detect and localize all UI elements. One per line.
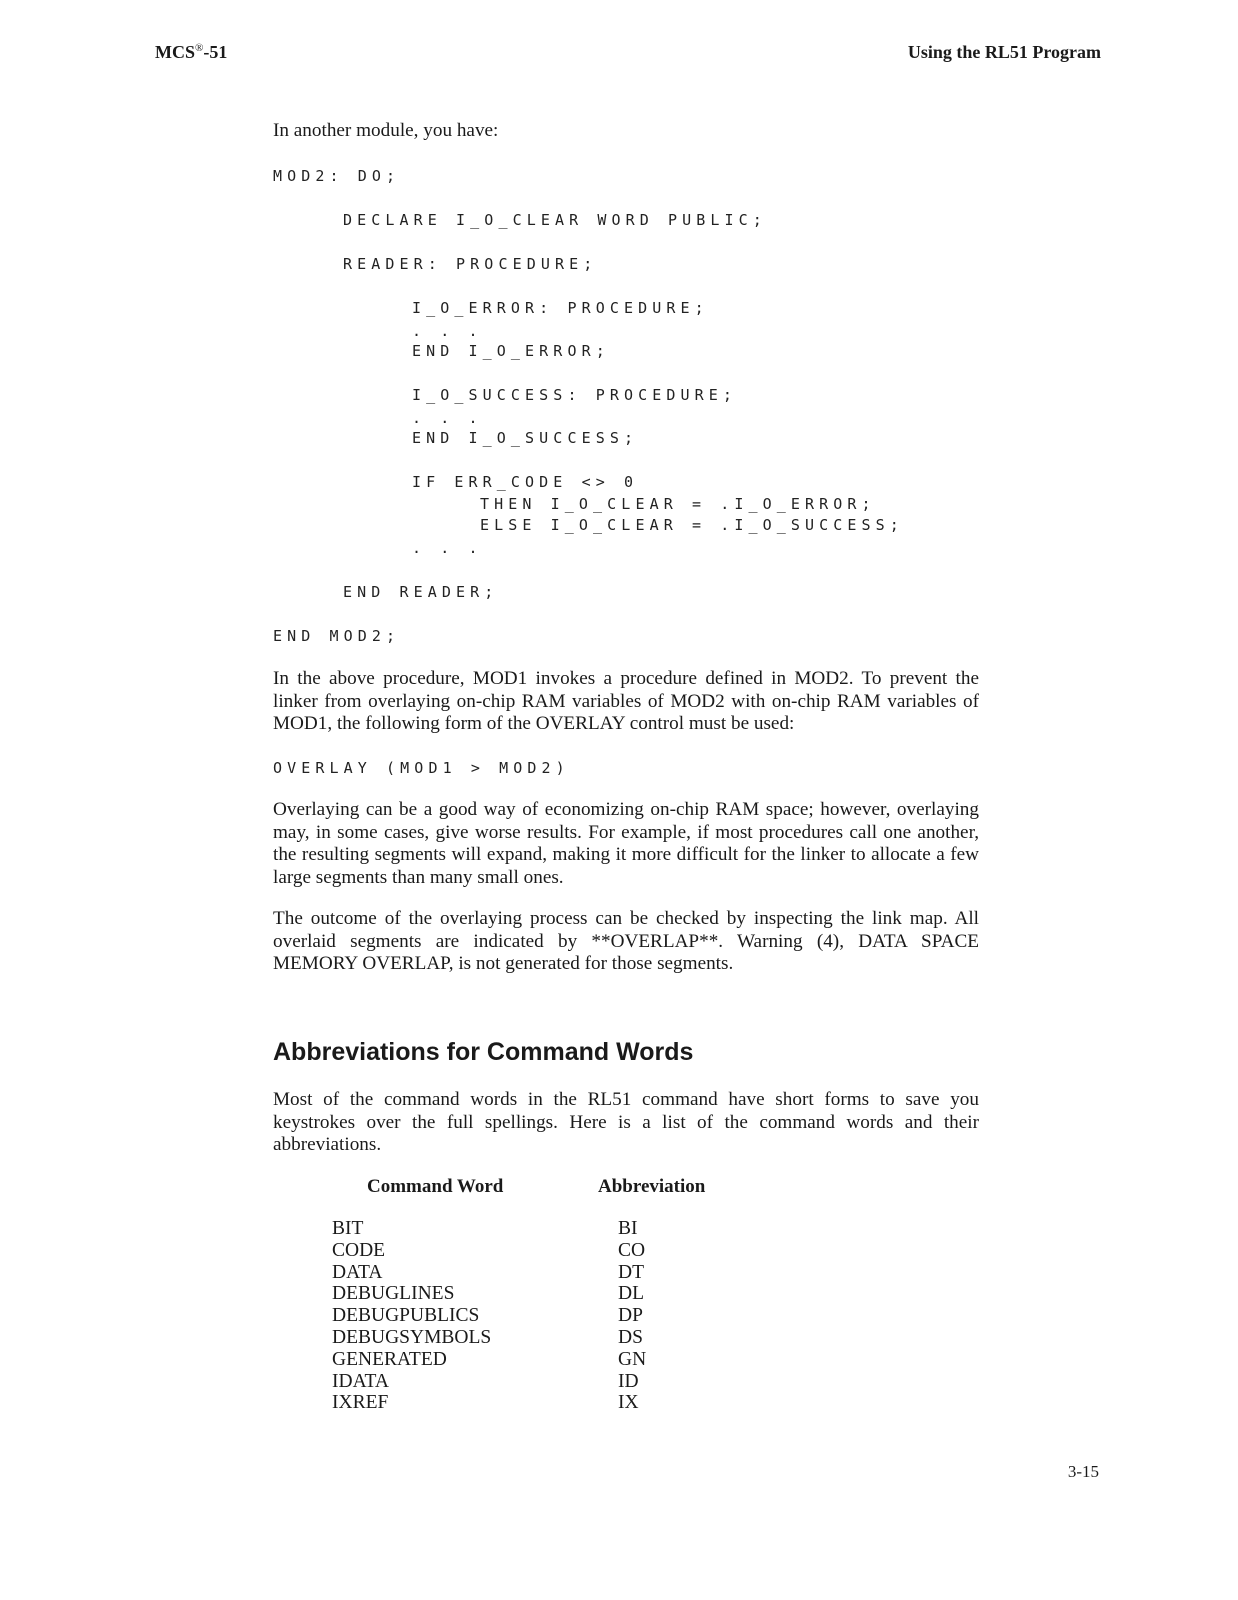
command-word: DEBUGLINES (332, 1283, 455, 1305)
section-heading: Abbreviations for Command Words (273, 1038, 694, 1066)
abbreviation: GN (618, 1348, 647, 1370)
code-declare: DECLARE I_O_CLEAR WORD PUBLIC; (343, 211, 767, 229)
column-header-command-word: Command Word (367, 1176, 504, 1197)
command-word: DEBUGSYMBOLS (332, 1326, 492, 1348)
abbreviation: ID (618, 1370, 639, 1392)
paragraph: The outcome of the overlaying process can be checked by inspecting the link map. All overlaid segments are indicated by **OVERLAP**. Warning (4), DATA SPACE MEMORY OVERLAP, is not generated for those segments. (273, 908, 979, 974)
paragraph: Overlaying can be a good way of economizing on-chip RAM space; however, overlaying may, in some cases, give worse results. For example, if most procedures call one another, the resulting segments will expand, making it more difficult for the linker to allocate a few large segments than many small ones. (273, 799, 979, 888)
code-error-proc: I_O_ERROR: PROCEDURE; (412, 299, 709, 317)
command-word: IDATA (332, 1370, 389, 1392)
command-word: CODE (332, 1239, 386, 1261)
column-header-abbreviation: Abbreviation (598, 1176, 706, 1197)
abbreviation: DL (618, 1283, 644, 1305)
code-if-line: IF ERR_CODE <> 0 (412, 473, 639, 491)
code-ellipsis: . . . (412, 322, 483, 340)
abbreviation: DS (618, 1326, 643, 1348)
paragraph: Most of the command words in the RL51 command have short forms to save you keystrokes over the full spellings. Here is a list of the command words and their abbreviations. (273, 1089, 979, 1155)
abbreviation: IX (618, 1392, 639, 1414)
running-header-right: Using the RL51 Program (907, 42, 1101, 62)
abbreviation: DP (618, 1305, 643, 1327)
registered-mark: ® (195, 42, 204, 54)
code-then-line: THEN I_O_CLEAR = .I_O_ERROR; (480, 495, 876, 513)
code-end-mod2: END MOD2; (273, 627, 401, 645)
command-word: GENERATED (332, 1348, 447, 1370)
code-overlay-control: OVERLAY (MOD1 > MOD2) (273, 759, 570, 777)
paragraph: In the above procedure, MOD1 invokes a procedure defined in MOD2. To prevent the linker from overlaying on-chip RAM variables of MOD2 with on-chip RAM variables of MOD1, the following form of the OVERLAY control must be used: (273, 668, 979, 734)
abbreviation: DT (618, 1261, 644, 1283)
code-ellipsis: . . . (412, 409, 483, 427)
command-word-column (332, 1218, 491, 1414)
command-word: BIT (332, 1218, 364, 1239)
code-success-proc: I_O_SUCCESS: PROCEDURE; (412, 386, 738, 404)
code-end-reader: END READER; (343, 583, 499, 601)
abbreviation: BI (618, 1218, 638, 1239)
command-word: DEBUGPUBLICS (332, 1305, 480, 1327)
page-number: 3-15 (1067, 1462, 1099, 1481)
code-reader-proc: READER: PROCEDURE; (343, 255, 598, 273)
intro-text: In another module, you have: (273, 120, 499, 141)
manual-name: MCS (155, 42, 195, 62)
abbreviation-column (618, 1218, 646, 1414)
abbreviation: CO (618, 1239, 646, 1261)
code-ellipsis: . . . (412, 539, 483, 557)
code-else-line: ELSE I_O_CLEAR = .I_O_SUCCESS; (480, 516, 904, 534)
code-end-error: END I_O_ERROR; (412, 342, 610, 360)
code-end-success: END I_O_SUCCESS; (412, 429, 639, 447)
code-mod2-start: MOD2: DO; (273, 167, 401, 185)
command-word: IXREF (332, 1392, 389, 1414)
running-header-left (155, 42, 227, 63)
manual-number: -51 (203, 42, 228, 62)
command-word: DATA (332, 1261, 383, 1283)
